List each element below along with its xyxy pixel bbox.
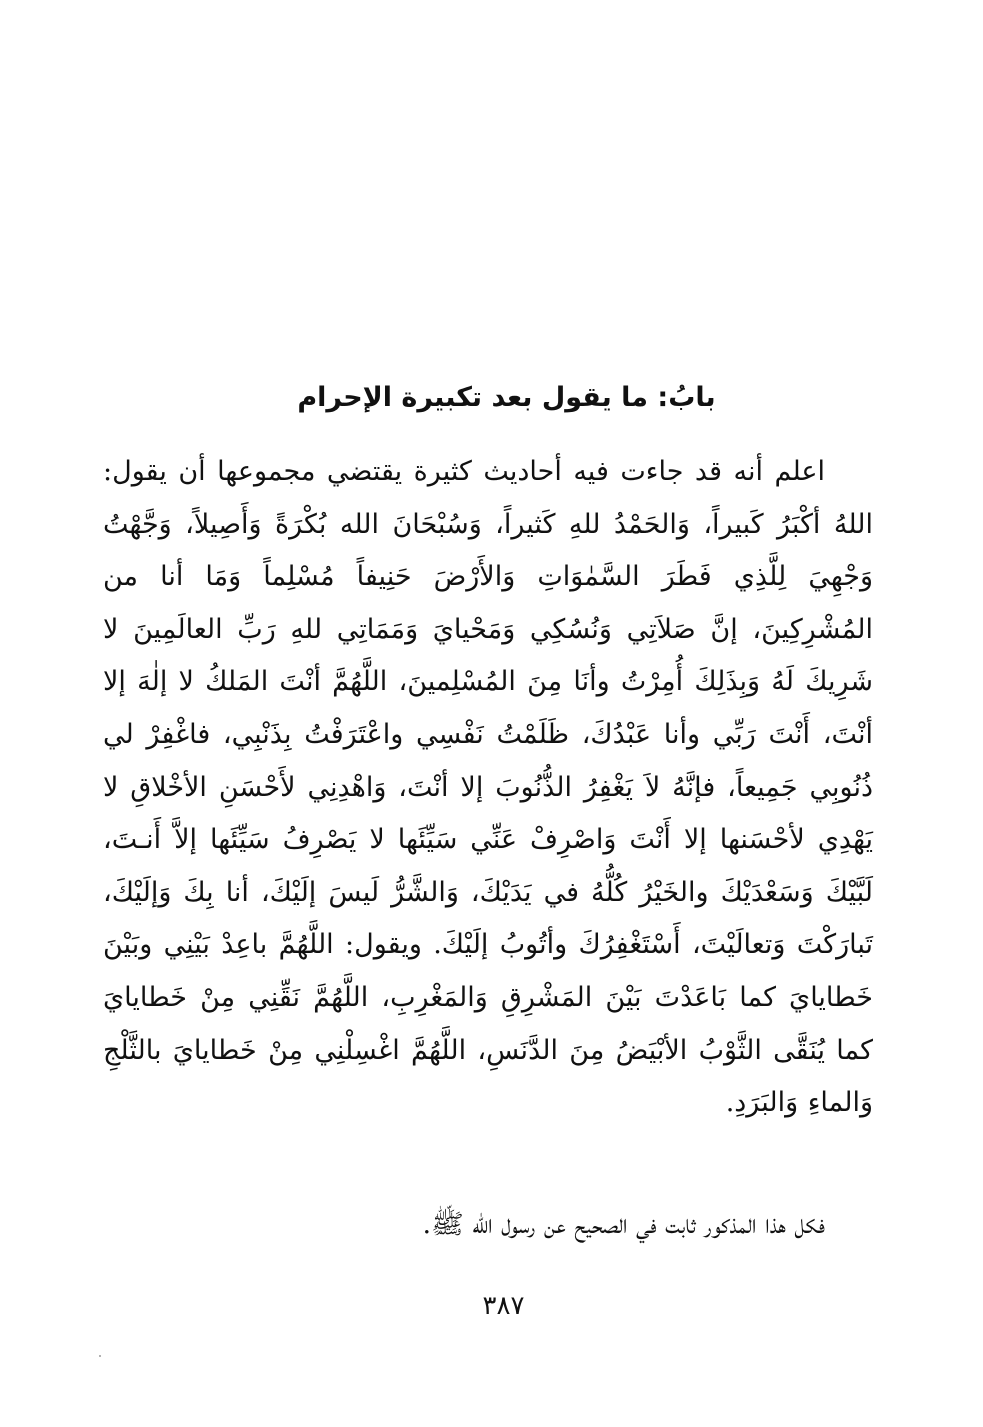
closing-sentence: فكل هذا المذكور ثابت في الصحيح عن رسول الله ﷺ. bbox=[422, 1209, 825, 1240]
body-paragraph: اعلم أنه قد جاءت فيه أحاديث كثيرة يقتضي مجموعها أن يقول: اللهُ أكْبَرُ كَبيراً، وَالحَمْدُ للهِ كَثيراً، وَسُبْحَانَ الله بُكْرَةً وَأَصِيلاً، وَجَّهْتُ وَجْهِيَ لِلَّذِي فَطَرَ السَّمٰوَاتِ وَالأَرْضَ حَنِيفاً مُسْلِماً وَمَا أنا من المُشْرِكِينَ، إنَّ صَلاَتِي وَنُسُكِي وَمَحْيايَ وَمَمَاتِي للهِ رَبِّ العالَمِينَ لا شَرِيكَ لَهُ وَبِذَلِكَ أُمِرْتُ وأنَا مِنَ المُسْلِمينَ، اللَّهُمَّ أنْتَ المَلكُ لا إلٰهَ إلا أنْتَ، أَنْتَ رَبِّي وأنا عَبْدُكَ، ظَلَمْتُ نَفْسِي واعْتَرَفْتُ بِذَنْبِي، فاغْفِرْ لي ذُنُوبِي جَمِيعاً، فإنَّهُ لاَ يَغْفِرُ الذُّنُوبَ إلا أنْتَ، وَاهْدِنِي لأَحْسَنِ الأخْلاقِ لا يَهْدِي لأحْسَنها إلا أَنْتَ وَاصْرِفْ عَنِّي سَيِّئَها لا يَصْرِفُ سَيِّئَها إلاَّ أَنـتَ، لَبَّيْكَ وَسَعْدَيْكَ والخَيْرُ كُلُّهُ في يَدَيْكَ، وَالشَّرُّ لَيسَ إلَيْكَ، أنا بِكَ وَإلَيْكَ، تَبارَكْتَ وَتعالَيْتَ، أَسْتَغْفِرُكَ وأتُوبُ إلَيْكَ. ويقول: اللَّهُمَّ باعِدْ بَيْنِي وبَيْنَ خَطايايَ كما بَاعَدْتَ بَيْنَ المَشْرِقِ وَالمَغْرِبِ، اللَّهُمَّ نَقِّنِي مِنْ خَطايايَ كما يُنَقَّى الثَّوْبُ الأبْيَضُ مِنَ الدَّنَسِ، اللَّهُمَّ اغْسِلْنِي مِنْ خَطايايَ بالثَّلْجِ وَالماءِ وَالبَرَدِ. bbox=[103, 456, 873, 1119]
page-number: ٣٨٧ bbox=[482, 1291, 525, 1321]
scan-speck bbox=[99, 1355, 101, 1357]
chapter-heading: بابُ: ما يقول بعد تكبيرة الإحرام bbox=[297, 382, 716, 414]
